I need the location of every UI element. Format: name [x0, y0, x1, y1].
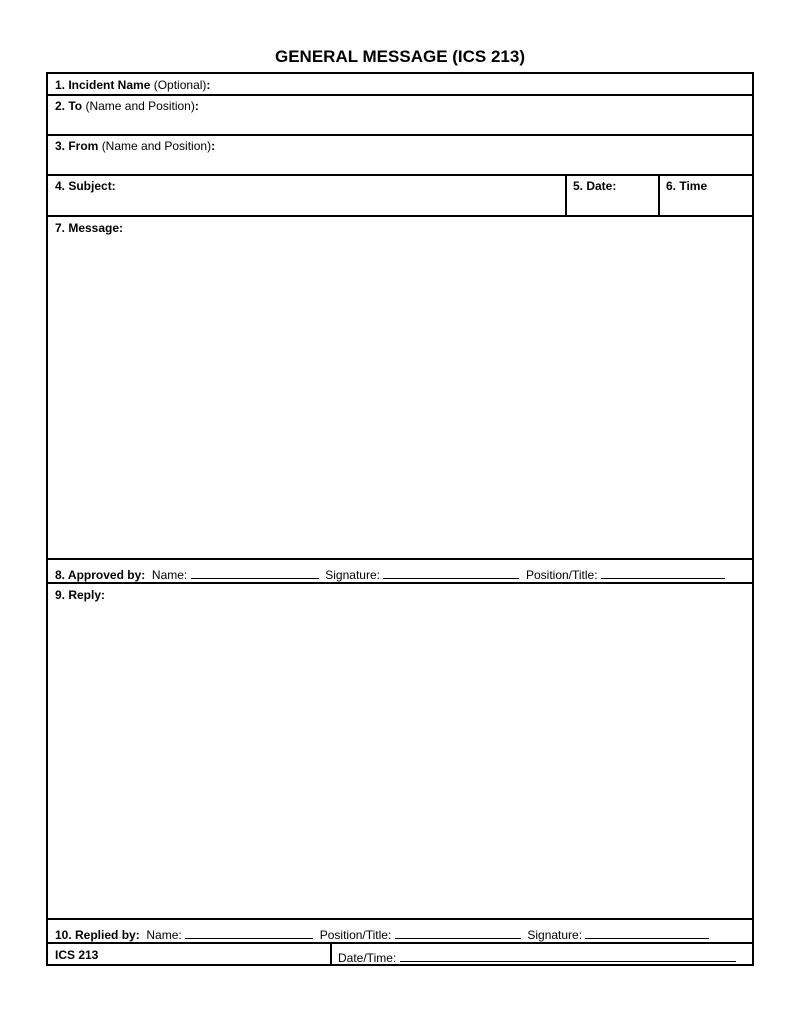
footer-row — [48, 944, 752, 964]
approved-name-blank[interactable] — [191, 566, 319, 579]
subject-field[interactable] — [48, 176, 565, 215]
approved-signature-blank[interactable] — [383, 566, 519, 579]
divider — [330, 944, 332, 964]
approved-by-line — [55, 566, 725, 582]
replied-signature-label: Signature: — [527, 928, 583, 942]
replied-name-blank[interactable] — [185, 926, 313, 939]
from-label: 3. From (Name and Position): — [55, 139, 216, 153]
time-label: 6. Time — [666, 179, 708, 193]
approved-position-label: Position/Title: — [525, 568, 598, 582]
reply-field[interactable] — [48, 584, 752, 920]
message-label: 7. Message: — [55, 221, 124, 235]
ics-213-form — [46, 72, 754, 966]
to-label: 2. To (Name and Position): — [55, 99, 199, 113]
date-field[interactable] — [567, 176, 658, 215]
datetime-blank[interactable] — [400, 949, 736, 962]
subject-label: 4. Subject: — [55, 179, 116, 193]
replied-name-label: Name: — [146, 928, 182, 942]
replied-position-label: Position/Title: — [319, 928, 392, 942]
date-label: 5. Date: — [573, 179, 617, 193]
replied-signature-blank[interactable] — [585, 926, 709, 939]
datetime-line — [338, 949, 736, 965]
replied-by-label: 10. Replied by: — [55, 928, 140, 942]
replied-by-line — [55, 926, 709, 942]
approved-position-blank[interactable] — [601, 566, 725, 579]
message-field[interactable] — [48, 217, 752, 560]
to-row[interactable] — [48, 96, 752, 136]
incident-name-label: 1. Incident Name (Optional): — [55, 78, 211, 92]
approved-name-label: Name: — [151, 568, 188, 582]
reply-label: 9. Reply: — [55, 588, 106, 602]
form-id-label: ICS 213 — [55, 948, 99, 962]
replied-by-row — [48, 920, 752, 944]
datetime-label: Date/Time: — [338, 951, 397, 965]
approved-by-label: 8. Approved by: — [55, 568, 146, 582]
subject-date-time-row — [48, 176, 752, 217]
form-title: GENERAL MESSAGE (ICS 213) — [274, 47, 526, 66]
approved-signature-label: Signature: — [325, 568, 380, 582]
approved-by-row — [48, 560, 752, 584]
from-row[interactable] — [48, 136, 752, 176]
time-field[interactable] — [660, 176, 752, 215]
replied-position-blank[interactable] — [395, 926, 521, 939]
incident-name-row[interactable] — [48, 74, 752, 96]
